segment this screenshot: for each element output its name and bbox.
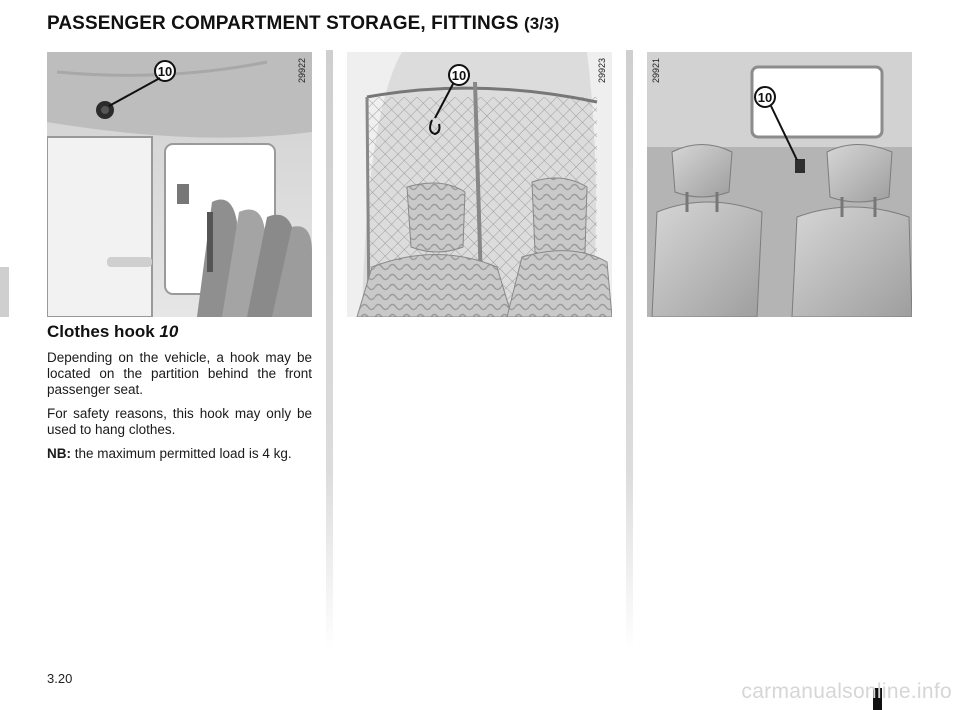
column-divider-1 — [326, 50, 333, 650]
paragraph-1: Depending on the vehicle, a hook may be located on the partition behind the front passenger seat. — [47, 350, 312, 397]
figure-2-callout: 10 — [448, 64, 470, 86]
section-heading-ref: 10 — [159, 322, 179, 341]
figure-2-photo — [347, 52, 612, 317]
page-title — [47, 13, 559, 35]
paragraph-2: For safety reasons, this hook may only be used to hang clothes. — [47, 406, 312, 437]
figure-2-code: 29923 — [597, 58, 607, 84]
chapter-side-tab — [0, 267, 9, 317]
figure-3-leader-line — [647, 52, 912, 317]
figure-1-code: 29922 — [297, 58, 307, 84]
watermark: carmanualsonline.info — [741, 680, 952, 703]
text-column — [47, 322, 312, 470]
section-heading — [47, 322, 312, 342]
figure-1-callout: 10 — [154, 60, 176, 82]
figure-1-leader-line — [47, 52, 312, 317]
column-divider-2 — [626, 50, 633, 650]
page-number: 3.20 — [47, 671, 73, 686]
note-text: the maximum permitted load is 4 kg. — [71, 446, 292, 461]
section-heading-text: Clothes hook — [47, 322, 155, 341]
figure-3-photo — [647, 52, 912, 317]
note-label: NB: — [47, 446, 71, 461]
figure-2-leader-line — [347, 52, 612, 317]
figure-3-callout: 10 — [754, 86, 776, 108]
figure-3-code: 29921 — [651, 58, 661, 84]
note-paragraph — [47, 446, 312, 462]
page-title-main: PASSENGER COMPARTMENT STORAGE, FITTINGS — [47, 13, 519, 34]
page-title-suffix: (3/3) — [523, 14, 560, 33]
figure-1-photo — [47, 52, 312, 317]
